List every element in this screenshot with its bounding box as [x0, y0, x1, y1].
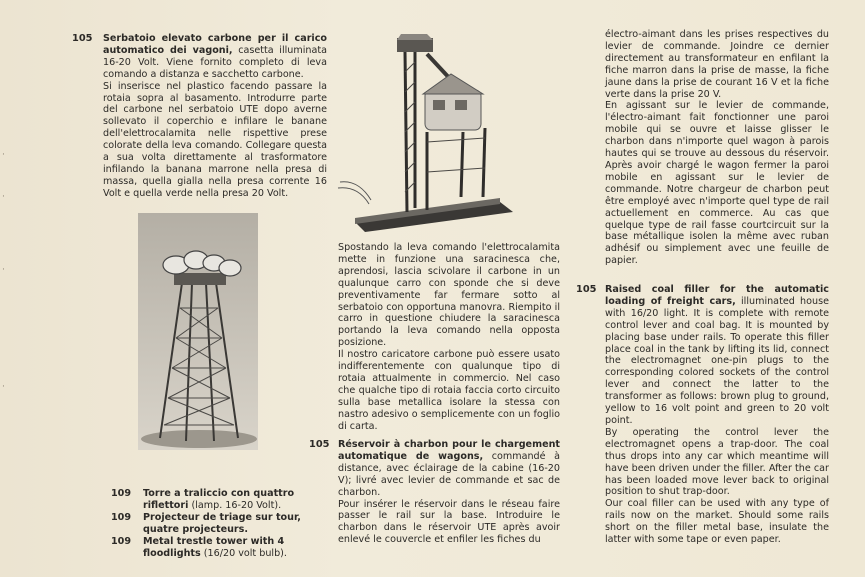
coal-filler-photo	[335, 32, 525, 232]
caption-row	[111, 488, 301, 512]
margin-mark: ·	[2, 265, 5, 275]
item-instructions: Pour insérer le réservoir dans le réseau faire passer le rail sur la base. Introduire le charbon dans le réservoir UTE après avoir enlevé le couvercle et enfiler les fiches du	[338, 498, 560, 546]
item-number: 105	[309, 439, 330, 450]
margin-mark: ·	[2, 150, 5, 160]
italian-operation: Spostando la leva comando l'elettrocalamita mette in funzione una saracinesca che, aprendosi, lascia scivolare il carbone in un qualunque carro con sponde che si deve preventivamente far fermare sotto al serbatoio con opportuna manovra. Riempito il carro in questione chiudere la saracinesca portando la leva comando nella opposta posizione.	[338, 242, 560, 349]
item-title: Réservoir à charbon pour le chargement automatique de wagons,	[338, 439, 560, 462]
caption-title: Torre a traliccio con quattro riflettori	[143, 488, 295, 511]
french-wiring: électro-aimant dans les prises respectives du levier de commande. Joindre ce dernier directement au transformateur en enfilant la fiche marron dans la prise de masse, la fiche jaune dans la prise de courant 16 V et la fiche verte dans la prise 20 V.	[605, 29, 829, 100]
french-description	[338, 439, 560, 546]
margin-mark: ·	[2, 382, 5, 392]
caption-title: Metal trestle tower with 4 floodlights	[143, 536, 285, 559]
item-number: 105	[72, 33, 93, 44]
caption-detail: (lamp. 16-20 Volt).	[188, 500, 282, 511]
english-description	[605, 284, 829, 546]
italian-continuation	[338, 242, 560, 433]
caption-number: 109	[111, 488, 132, 499]
french-operation: En agissant sur le levier de commande, l'électro-aimant fait fonctionner une paroi mobile qui se ouvre et laisse glisser le charbon dans n'importe quel wagon à parois hautes qui se trouve au dessous du réservoir. Après avoir chargé le wagon fermer la paroi mobile en agissant sur le levier de commande. Notre chargeur de charbon peut être employé avec n'importe quel type de rail actuellement en commerce. Au cas que quelque type de rail fasse courtcircuit sur la base métallique isolen la même avec ruban adhésif ou simplement avec une feuille de papier.	[605, 100, 829, 267]
item-instructions: Si inserisce nel plastico facendo passare la rotaia sopra al basamento. Introdurre parte del carbone nel serbatoio UTE dopo averne sollevato il coperchio e infilare le banane dell'elettrocalamita nelle rispettive prese colorate della leva comando. Collegare questa a sua volta direttamente al trasformatore infilando la banana marrone nella presa di massa, quella gialla nella presa corrente 16 Volt e quella verde nella presa 20 Volt.	[103, 80, 327, 199]
margin-mark: ·	[2, 192, 5, 202]
tower-captions	[111, 488, 301, 560]
item-number: 105	[576, 284, 597, 295]
italian-description	[103, 33, 327, 200]
caption-number: 109	[111, 512, 132, 523]
item-compatibility: Our coal filler can be used with any type of rails now on the market. Should some rails short on the filler metal base, insulate the latter with some tape or even paper.	[605, 498, 829, 546]
item-title: Serbatoio elevato carbone per il carico automatico dei vagoni,	[103, 33, 327, 56]
caption-title: Projecteur de triage sur tour, quatre projecteurs.	[143, 512, 301, 535]
french-continuation	[605, 29, 829, 267]
item-body: casetta illuminata 16-20 Volt. Viene fornito completo di leva comando a distanza e sacchetto carbone.	[103, 44, 327, 80]
caption-number: 109	[111, 536, 132, 547]
item-title: Raised coal filler for the automatic loading of freight cars,	[605, 284, 829, 307]
item-operation: By operating the control lever the electromagnet opens a trap-door. The coal thus drops into any car which meantime will have been driven under the filler. After the car has been loaded move lever back to original position to shut trap-door.	[605, 426, 829, 498]
item-body: commandé à distance, avec éclairage de la cabine (16-20 V); livré avec levier de commande et sac de charbon.	[338, 450, 560, 498]
caption-detail: (16/20 volt bulb).	[200, 548, 287, 559]
item-body: illuminated house with 16/20 light. It is complete with remote control lever and coal bag. It is mounted by placing base under rails. To operate this filler place coal in the tank by lifting its lid, connect the electromagnet one-pin plugs to the corresponding colored sockets of the control lever and connect the latter to the transformer as follows: brown plug to ground, yellow to 16 volt point and green to 20 volt point.	[605, 295, 829, 426]
caption-row	[111, 512, 301, 536]
caption-row	[111, 536, 301, 560]
tower-photo	[138, 213, 258, 450]
italian-compatibility: Il nostro caricatore carbone può essere usato indifferentemente con qualunque tipo di rotaia attualmente in commercio. Nel caso che qualche tipo di rotaia faccia corto circuito sulla base metallica isolare la stessa con nastro adesivo o semplicemente con un foglio di carta.	[338, 349, 560, 432]
